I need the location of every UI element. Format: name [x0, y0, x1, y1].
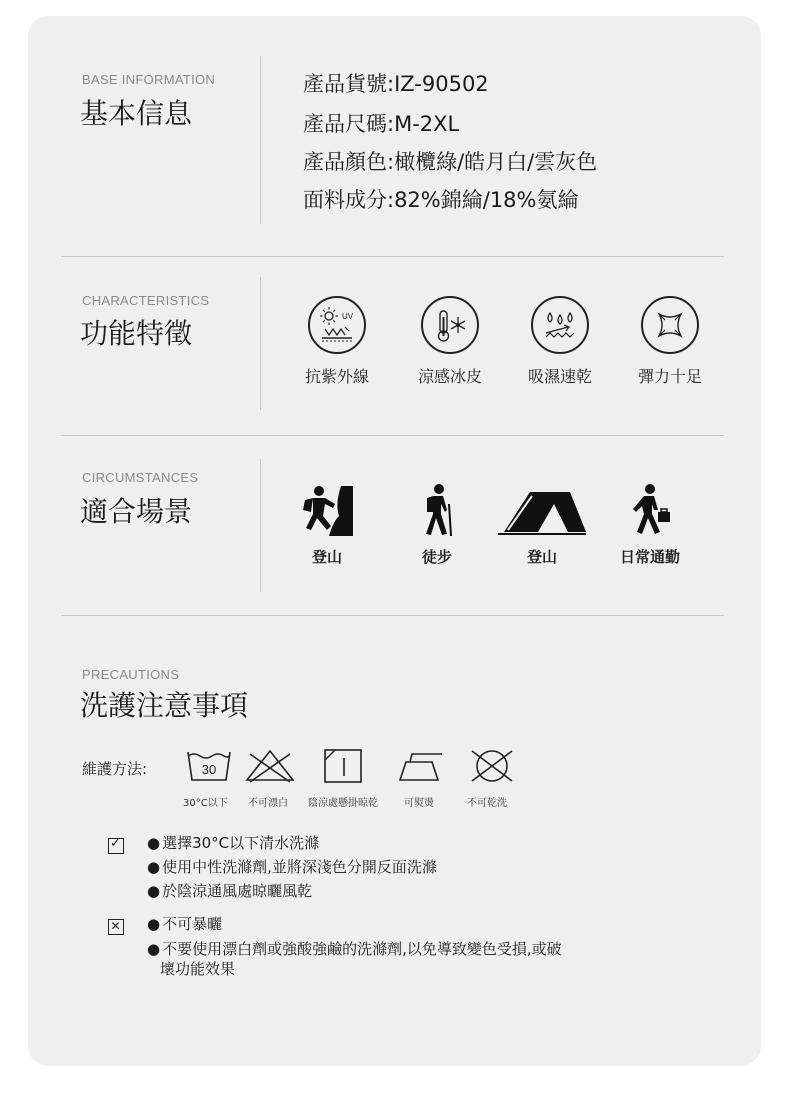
warning-tip: ● 不要使用漂白劑或強酸強鹼的洗滌劑,以免導致變色受損,或破 [147, 938, 562, 959]
product-code: 產品貨號:IZ-90502 [303, 72, 489, 96]
no-dry-clean-icon [466, 748, 518, 788]
feature-label: 涼感冰皮 [417, 367, 482, 386]
tent-icon [487, 482, 597, 538]
care-caption: 30°C以下 [183, 798, 228, 809]
commute-icon [595, 482, 705, 538]
product-size: 產品尺碼:M-2XL [303, 112, 460, 136]
feature-label: 抗紫外線 [304, 367, 369, 386]
wash-30-icon [186, 748, 232, 788]
characteristics-title-en: CHARACTERISTICS [82, 293, 210, 308]
feature-quick-dry [510, 296, 610, 387]
warning-tip: ● 不可暴曬 [147, 913, 222, 934]
fabric-composition: 面料成分:82%錦綸/18%氨綸 [303, 188, 579, 212]
care-caption: 不可乾洗 [467, 798, 507, 809]
care-tip: ● 選擇30°C以下清水洗滌 [147, 832, 319, 853]
warning-tip-continued: 壞功能效果 [160, 960, 236, 978]
divider-vertical [260, 56, 261, 224]
precautions-title-en: PRECAUTIONS [82, 667, 180, 682]
basic-title-zh: 基本信息 [80, 97, 193, 130]
svg-text:30: 30 [201, 762, 217, 777]
feature-uv [287, 296, 387, 387]
uv-protection-icon [308, 296, 366, 354]
scene-camping [487, 482, 597, 567]
svg-text:UV: UV [342, 312, 354, 321]
care-method-label: 維護方法: [82, 760, 148, 778]
quick-dry-icon [531, 296, 589, 354]
characteristics-title-zh: 功能特徵 [80, 317, 193, 350]
scene-hiking [382, 482, 492, 567]
section-divider [61, 615, 724, 616]
cooling-icon [421, 296, 479, 354]
care-caption: 可熨燙 [404, 798, 434, 809]
care-tip: ● 使用中性洗滌劑,並將深淺色分開反面洗滌 [147, 856, 437, 877]
care-caption: 陰涼處懸掛晾乾 [308, 798, 378, 809]
climbing-icon [272, 482, 382, 538]
check-box-icon: ✓ [108, 838, 124, 854]
divider-vertical [260, 459, 261, 592]
section-divider [61, 256, 724, 257]
care-tip: ● 於陰涼通風處晾曬風乾 [147, 880, 312, 901]
section-divider [61, 435, 724, 436]
precautions-title-zh: 洗護注意事項 [80, 689, 249, 722]
feature-label: 彈力十足 [637, 367, 702, 386]
scene-label: 日常通勤 [619, 548, 680, 566]
scene-label: 登山 [526, 548, 557, 566]
feature-cooling [400, 296, 500, 387]
scene-label: 登山 [311, 548, 342, 566]
no-bleach-icon [244, 748, 296, 788]
basic-title-en: BASE INFORMATION [82, 72, 216, 87]
feature-label: 吸濕速乾 [527, 367, 592, 386]
scene-commute [595, 482, 705, 567]
cross-box-icon: ✕ [108, 919, 124, 935]
hiking-icon [382, 482, 492, 538]
iron-icon [398, 748, 444, 788]
circumstances-title-zh: 適合場景 [80, 495, 193, 528]
feature-stretch [620, 296, 720, 387]
divider-vertical [260, 277, 261, 410]
circumstances-title-en: CIRCUMSTANCES [82, 470, 199, 485]
scene-climbing [272, 482, 382, 567]
care-caption: 不可漂白 [248, 798, 288, 809]
stretch-icon [641, 296, 699, 354]
product-color: 產品顏色:橄欖綠/皓月白/雲灰色 [303, 150, 598, 174]
scene-label: 徒步 [421, 548, 452, 566]
line-dry-shade-icon [322, 748, 366, 788]
